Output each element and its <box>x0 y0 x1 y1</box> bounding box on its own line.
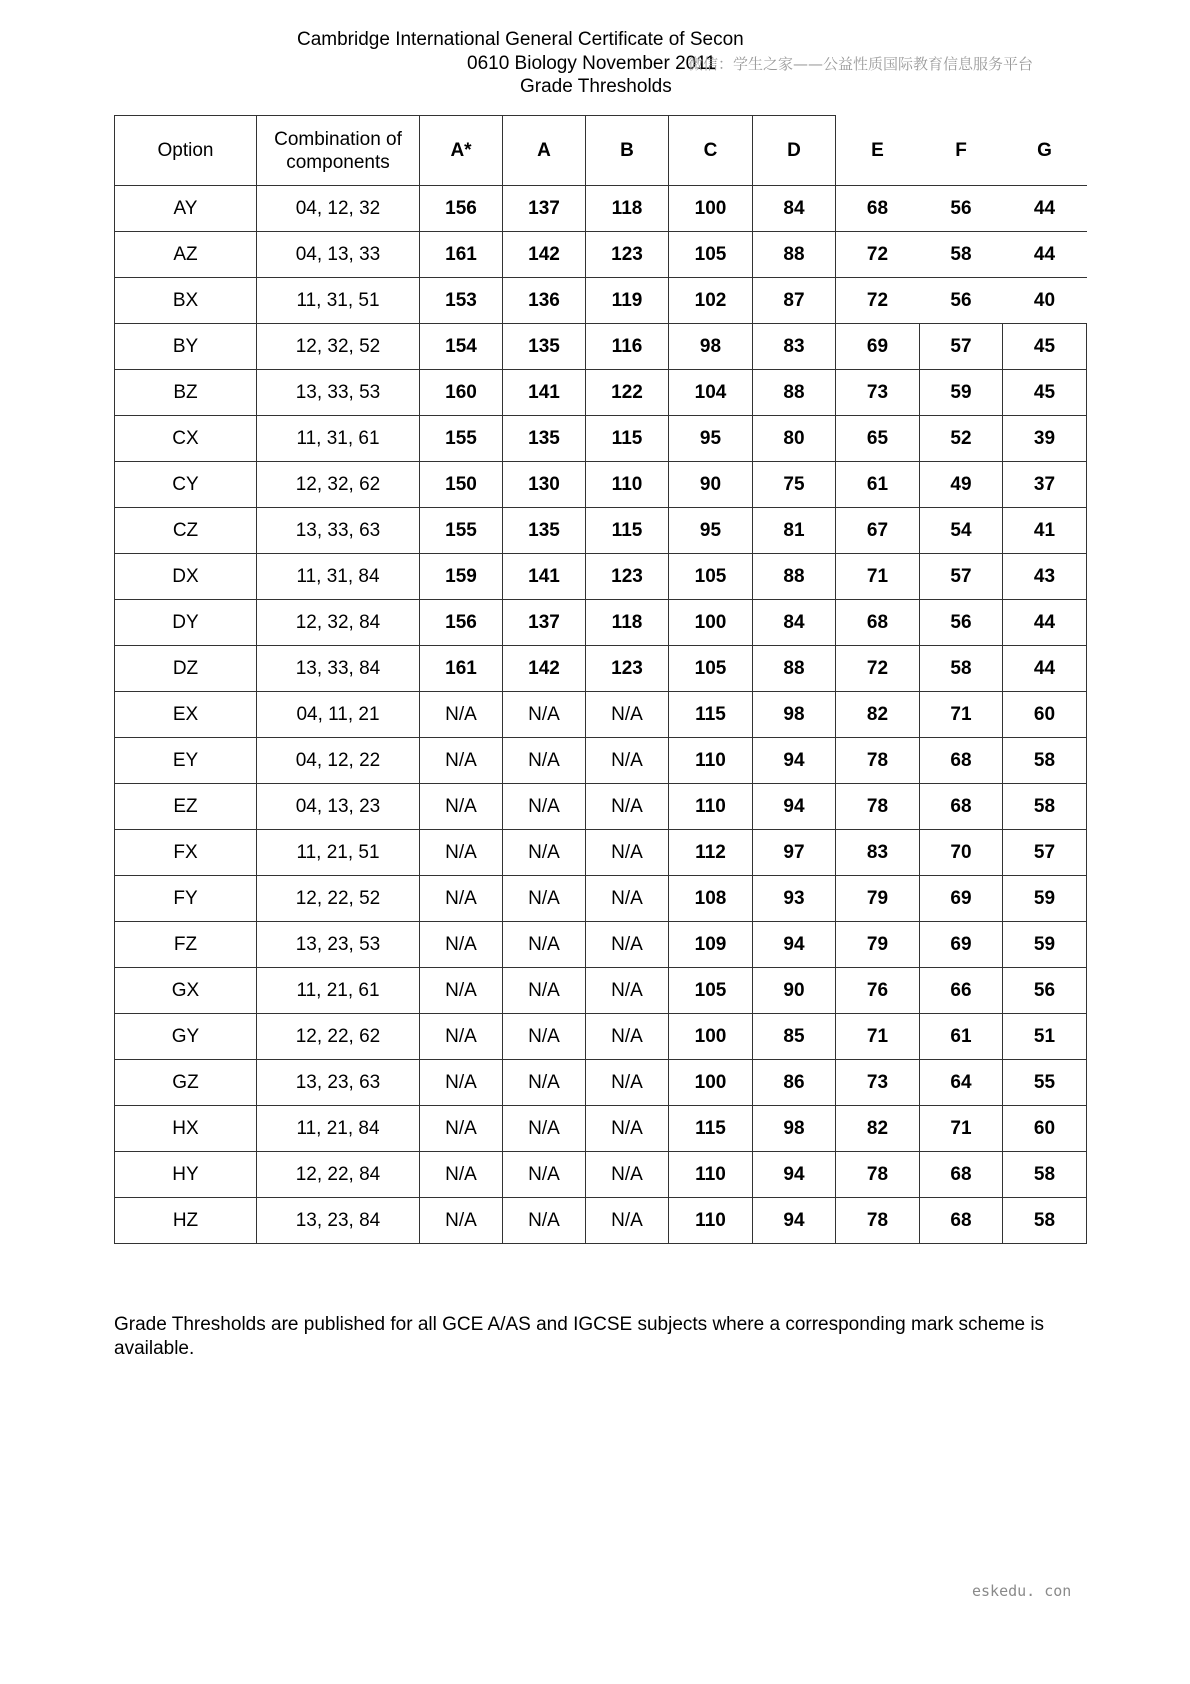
option-cell: CX <box>115 416 257 462</box>
option-cell: EY <box>115 738 257 784</box>
threshold-cell: 84 <box>753 600 836 646</box>
combination-cell: 12, 22, 84 <box>257 1152 420 1198</box>
threshold-cell: N/A <box>586 922 669 968</box>
threshold-cell: 68 <box>920 1152 1003 1198</box>
threshold-cell: 110 <box>669 1198 753 1244</box>
threshold-cell: 68 <box>920 1198 1003 1244</box>
threshold-cell: 141 <box>503 554 586 600</box>
table-row <box>115 1014 1087 1060</box>
threshold-cell: 78 <box>836 738 920 784</box>
threshold-cell: N/A <box>503 1106 586 1152</box>
combination-cell: 13, 33, 53 <box>257 370 420 416</box>
threshold-cell: 78 <box>836 1198 920 1244</box>
threshold-cell: 61 <box>920 1014 1003 1060</box>
threshold-cell: 60 <box>1003 1106 1087 1152</box>
threshold-cell: 137 <box>503 600 586 646</box>
threshold-cell: N/A <box>586 784 669 830</box>
threshold-cell: N/A <box>420 1106 503 1152</box>
threshold-cell: 153 <box>420 278 503 324</box>
threshold-cell: 118 <box>586 600 669 646</box>
threshold-cell: N/A <box>420 1014 503 1060</box>
table-row <box>115 324 1087 370</box>
threshold-cell: 79 <box>836 922 920 968</box>
option-cell: FZ <box>115 922 257 968</box>
threshold-cell: N/A <box>503 968 586 1014</box>
combination-cell: 13, 23, 84 <box>257 1198 420 1244</box>
threshold-cell: 115 <box>586 416 669 462</box>
threshold-cell: 141 <box>503 370 586 416</box>
threshold-cell: N/A <box>420 968 503 1014</box>
threshold-cell: 156 <box>420 600 503 646</box>
column-header-combination: Combination of components <box>257 116 420 186</box>
table-row <box>115 738 1087 784</box>
threshold-cell: N/A <box>586 692 669 738</box>
threshold-cell: N/A <box>503 1152 586 1198</box>
threshold-cell: 135 <box>503 324 586 370</box>
threshold-cell: N/A <box>586 1060 669 1106</box>
threshold-cell: N/A <box>503 738 586 784</box>
column-header-grade-a: A <box>503 116 586 186</box>
threshold-cell: 98 <box>669 324 753 370</box>
threshold-cell: 94 <box>753 1198 836 1244</box>
threshold-cell: 94 <box>753 784 836 830</box>
threshold-cell: 156 <box>420 186 503 232</box>
table-row <box>115 968 1087 1014</box>
threshold-cell: N/A <box>420 1198 503 1244</box>
threshold-cell: 105 <box>669 646 753 692</box>
threshold-cell: N/A <box>503 1198 586 1244</box>
threshold-cell: N/A <box>420 1152 503 1198</box>
threshold-cell: 100 <box>669 600 753 646</box>
threshold-cell: 59 <box>920 370 1003 416</box>
option-cell: AY <box>115 186 257 232</box>
threshold-cell: 100 <box>669 1014 753 1060</box>
threshold-cell: 82 <box>836 692 920 738</box>
threshold-cell: 90 <box>753 968 836 1014</box>
threshold-cell: 59 <box>1003 922 1087 968</box>
table-row <box>115 784 1087 830</box>
threshold-cell: 88 <box>753 554 836 600</box>
combination-cell: 12, 32, 62 <box>257 462 420 508</box>
threshold-cell: 71 <box>920 692 1003 738</box>
table-row <box>115 830 1087 876</box>
table-row <box>115 232 1087 278</box>
table-row <box>115 370 1087 416</box>
threshold-cell: 73 <box>836 1060 920 1106</box>
threshold-cell: 81 <box>753 508 836 554</box>
threshold-cell: N/A <box>503 784 586 830</box>
threshold-cell: 123 <box>586 232 669 278</box>
threshold-cell: 100 <box>669 1060 753 1106</box>
combination-cell: 04, 11, 21 <box>257 692 420 738</box>
document-title-line2: 0610 Biology November 2011 <box>467 53 716 74</box>
threshold-cell: 105 <box>669 232 753 278</box>
threshold-cell: 72 <box>836 278 920 324</box>
threshold-cell: N/A <box>420 830 503 876</box>
threshold-cell: 122 <box>586 370 669 416</box>
option-cell: DY <box>115 600 257 646</box>
threshold-cell: 110 <box>669 784 753 830</box>
option-cell: HZ <box>115 1198 257 1244</box>
threshold-cell: 135 <box>503 416 586 462</box>
threshold-cell: 97 <box>753 830 836 876</box>
threshold-cell: 57 <box>1003 830 1087 876</box>
threshold-cell: 80 <box>753 416 836 462</box>
threshold-cell: N/A <box>586 1198 669 1244</box>
threshold-cell: 105 <box>669 554 753 600</box>
threshold-cell: 123 <box>586 554 669 600</box>
threshold-cell: 45 <box>1003 324 1087 370</box>
threshold-cell: 55 <box>1003 1060 1087 1106</box>
option-cell: HY <box>115 1152 257 1198</box>
threshold-cell: 76 <box>836 968 920 1014</box>
threshold-cell: N/A <box>420 692 503 738</box>
combination-cell: 12, 22, 52 <box>257 876 420 922</box>
column-header-grade-f: F <box>920 116 1003 186</box>
threshold-cell: 45 <box>1003 370 1087 416</box>
threshold-cell: N/A <box>420 1060 503 1106</box>
table-row <box>115 1152 1087 1198</box>
threshold-cell: 58 <box>1003 738 1087 784</box>
threshold-cell: 49 <box>920 462 1003 508</box>
option-cell: EZ <box>115 784 257 830</box>
threshold-cell: 136 <box>503 278 586 324</box>
threshold-cell: 102 <box>669 278 753 324</box>
column-header-grade-g: G <box>1003 116 1087 186</box>
watermark-text-bottom: eskedu. con <box>972 1582 1072 1600</box>
threshold-cell: 44 <box>1003 232 1087 278</box>
threshold-cell: 100 <box>669 186 753 232</box>
combination-cell: 11, 31, 84 <box>257 554 420 600</box>
threshold-cell: N/A <box>586 738 669 784</box>
combination-cell: 13, 23, 63 <box>257 1060 420 1106</box>
table-row <box>115 692 1087 738</box>
option-cell: CY <box>115 462 257 508</box>
threshold-cell: 93 <box>753 876 836 922</box>
option-cell: GZ <box>115 1060 257 1106</box>
threshold-cell: 71 <box>836 1014 920 1060</box>
option-cell: DX <box>115 554 257 600</box>
threshold-cell: 66 <box>920 968 1003 1014</box>
threshold-cell: 71 <box>836 554 920 600</box>
threshold-cell: 83 <box>836 830 920 876</box>
combination-cell: 11, 31, 51 <box>257 278 420 324</box>
threshold-cell: 88 <box>753 370 836 416</box>
table-row <box>115 554 1087 600</box>
threshold-cell: N/A <box>586 968 669 1014</box>
combination-cell: 11, 31, 61 <box>257 416 420 462</box>
threshold-cell: 58 <box>1003 1198 1087 1244</box>
threshold-cell: 60 <box>1003 692 1087 738</box>
threshold-cell: 95 <box>669 508 753 554</box>
table-row <box>115 1106 1087 1152</box>
table-row <box>115 508 1087 554</box>
threshold-cell: 98 <box>753 1106 836 1152</box>
threshold-cell: 67 <box>836 508 920 554</box>
threshold-cell: 130 <box>503 462 586 508</box>
option-cell: EX <box>115 692 257 738</box>
threshold-cell: 155 <box>420 416 503 462</box>
combination-cell: 04, 13, 23 <box>257 784 420 830</box>
table-row <box>115 646 1087 692</box>
threshold-cell: 98 <box>753 692 836 738</box>
threshold-cell: 41 <box>1003 508 1087 554</box>
threshold-cell: 159 <box>420 554 503 600</box>
threshold-cell: 56 <box>1003 968 1087 1014</box>
threshold-cell: 108 <box>669 876 753 922</box>
threshold-cell: 69 <box>920 922 1003 968</box>
threshold-cell: 84 <box>753 186 836 232</box>
threshold-cell: N/A <box>420 738 503 784</box>
threshold-cell: 70 <box>920 830 1003 876</box>
option-cell: BZ <box>115 370 257 416</box>
combination-cell: 12, 22, 62 <box>257 1014 420 1060</box>
table-row <box>115 600 1087 646</box>
threshold-cell: 58 <box>920 646 1003 692</box>
combination-cell: 12, 32, 84 <box>257 600 420 646</box>
threshold-cell: 94 <box>753 738 836 784</box>
column-header-grade-a-star: A* <box>420 116 503 186</box>
threshold-cell: 78 <box>836 1152 920 1198</box>
threshold-cell: 58 <box>1003 784 1087 830</box>
threshold-cell: 88 <box>753 232 836 278</box>
threshold-cell: 54 <box>920 508 1003 554</box>
combination-cell: 11, 21, 51 <box>257 830 420 876</box>
threshold-cell: 56 <box>920 278 1003 324</box>
threshold-cell: 59 <box>1003 876 1087 922</box>
threshold-cell: 37 <box>1003 462 1087 508</box>
combination-cell: 11, 21, 84 <box>257 1106 420 1152</box>
table-row <box>115 416 1087 462</box>
threshold-cell: 68 <box>836 600 920 646</box>
threshold-cell: 87 <box>753 278 836 324</box>
threshold-cell: 69 <box>920 876 1003 922</box>
table-row <box>115 186 1087 232</box>
threshold-cell: N/A <box>420 876 503 922</box>
option-cell: CZ <box>115 508 257 554</box>
threshold-cell: 40 <box>1003 278 1087 324</box>
threshold-cell: N/A <box>420 784 503 830</box>
threshold-cell: N/A <box>503 692 586 738</box>
threshold-cell: N/A <box>420 922 503 968</box>
threshold-cell: N/A <box>503 830 586 876</box>
combination-cell: 04, 12, 32 <box>257 186 420 232</box>
threshold-cell: N/A <box>586 876 669 922</box>
threshold-cell: 58 <box>1003 1152 1087 1198</box>
option-cell: DZ <box>115 646 257 692</box>
threshold-cell: 123 <box>586 646 669 692</box>
threshold-cell: 68 <box>836 186 920 232</box>
threshold-cell: N/A <box>503 876 586 922</box>
threshold-cell: 116 <box>586 324 669 370</box>
threshold-cell: 58 <box>920 232 1003 278</box>
threshold-cell: 68 <box>920 784 1003 830</box>
column-header-grade-d: D <box>753 116 836 186</box>
threshold-cell: 161 <box>420 646 503 692</box>
threshold-cell: 39 <box>1003 416 1087 462</box>
threshold-cell: 57 <box>920 554 1003 600</box>
threshold-cell: 155 <box>420 508 503 554</box>
threshold-cell: 110 <box>586 462 669 508</box>
threshold-cell: 115 <box>669 692 753 738</box>
option-cell: BY <box>115 324 257 370</box>
threshold-cell: 79 <box>836 876 920 922</box>
threshold-cell: 56 <box>920 186 1003 232</box>
threshold-cell: 51 <box>1003 1014 1087 1060</box>
column-header-option: Option <box>115 116 257 186</box>
table-row <box>115 1198 1087 1244</box>
threshold-cell: 118 <box>586 186 669 232</box>
combination-cell: 13, 33, 63 <box>257 508 420 554</box>
option-cell: FX <box>115 830 257 876</box>
combination-cell: 04, 13, 33 <box>257 232 420 278</box>
threshold-cell: 137 <box>503 186 586 232</box>
threshold-cell: 119 <box>586 278 669 324</box>
watermark-text-top: 微信：学生之家——公益性质国际教育信息服务平台 <box>688 55 1034 73</box>
threshold-cell: 44 <box>1003 646 1087 692</box>
combination-cell: 13, 23, 53 <box>257 922 420 968</box>
column-header-grade-b: B <box>586 116 669 186</box>
table-row <box>115 1060 1087 1106</box>
threshold-cell: 110 <box>669 1152 753 1198</box>
threshold-cell: 68 <box>920 738 1003 784</box>
threshold-cell: 75 <box>753 462 836 508</box>
threshold-cell: 154 <box>420 324 503 370</box>
threshold-cell: 142 <box>503 646 586 692</box>
threshold-cell: 57 <box>920 324 1003 370</box>
table-row <box>115 462 1087 508</box>
threshold-cell: N/A <box>503 922 586 968</box>
threshold-cell: 44 <box>1003 186 1087 232</box>
threshold-cell: 90 <box>669 462 753 508</box>
threshold-cell: 69 <box>836 324 920 370</box>
option-cell: GY <box>115 1014 257 1060</box>
threshold-cell: 88 <box>753 646 836 692</box>
threshold-cell: 112 <box>669 830 753 876</box>
table-row <box>115 922 1087 968</box>
threshold-cell: 71 <box>920 1106 1003 1152</box>
threshold-cell: N/A <box>586 1106 669 1152</box>
threshold-cell: 115 <box>586 508 669 554</box>
threshold-cell: 72 <box>836 232 920 278</box>
threshold-cell: 65 <box>836 416 920 462</box>
threshold-cell: 64 <box>920 1060 1003 1106</box>
option-cell: HX <box>115 1106 257 1152</box>
combination-cell: 13, 33, 84 <box>257 646 420 692</box>
table-header-row <box>115 116 1087 186</box>
threshold-cell: 52 <box>920 416 1003 462</box>
threshold-cell: 150 <box>420 462 503 508</box>
threshold-cell: 104 <box>669 370 753 416</box>
threshold-cell: 82 <box>836 1106 920 1152</box>
threshold-cell: 56 <box>920 600 1003 646</box>
threshold-cell: 115 <box>669 1106 753 1152</box>
document-title-line1: Cambridge International General Certificate of Secon <box>297 29 744 50</box>
threshold-cell: 43 <box>1003 554 1087 600</box>
threshold-cell: N/A <box>586 830 669 876</box>
threshold-cell: 160 <box>420 370 503 416</box>
column-header-grade-e: E <box>836 116 920 186</box>
threshold-cell: N/A <box>503 1014 586 1060</box>
threshold-cell: 110 <box>669 738 753 784</box>
threshold-cell: N/A <box>586 1014 669 1060</box>
combination-cell: 12, 32, 52 <box>257 324 420 370</box>
threshold-cell: 95 <box>669 416 753 462</box>
table-body <box>115 186 1087 1244</box>
threshold-cell: N/A <box>586 1152 669 1198</box>
table-row <box>115 278 1087 324</box>
threshold-cell: 73 <box>836 370 920 416</box>
option-cell: BX <box>115 278 257 324</box>
threshold-cell: 94 <box>753 1152 836 1198</box>
option-cell: AZ <box>115 232 257 278</box>
threshold-cell: N/A <box>503 1060 586 1106</box>
threshold-cell: 135 <box>503 508 586 554</box>
threshold-cell: 105 <box>669 968 753 1014</box>
threshold-cell: 161 <box>420 232 503 278</box>
threshold-cell: 109 <box>669 922 753 968</box>
threshold-cell: 142 <box>503 232 586 278</box>
threshold-cell: 78 <box>836 784 920 830</box>
table-row <box>115 876 1087 922</box>
column-header-grade-c: C <box>669 116 753 186</box>
threshold-cell: 94 <box>753 922 836 968</box>
threshold-cell: 61 <box>836 462 920 508</box>
footnote: Grade Thresholds are published for all GCE A/AS and IGCSE subjects where a corresponding mark scheme is available. <box>114 1314 1045 1359</box>
document-title-line3: Grade Thresholds <box>520 76 672 97</box>
option-cell: FY <box>115 876 257 922</box>
option-cell: GX <box>115 968 257 1014</box>
threshold-cell: 86 <box>753 1060 836 1106</box>
threshold-cell: 44 <box>1003 600 1087 646</box>
combination-cell: 04, 12, 22 <box>257 738 420 784</box>
threshold-cell: 85 <box>753 1014 836 1060</box>
combination-cell: 11, 21, 61 <box>257 968 420 1014</box>
threshold-cell: 83 <box>753 324 836 370</box>
grade-thresholds-table <box>114 115 1087 1244</box>
threshold-cell: 72 <box>836 646 920 692</box>
